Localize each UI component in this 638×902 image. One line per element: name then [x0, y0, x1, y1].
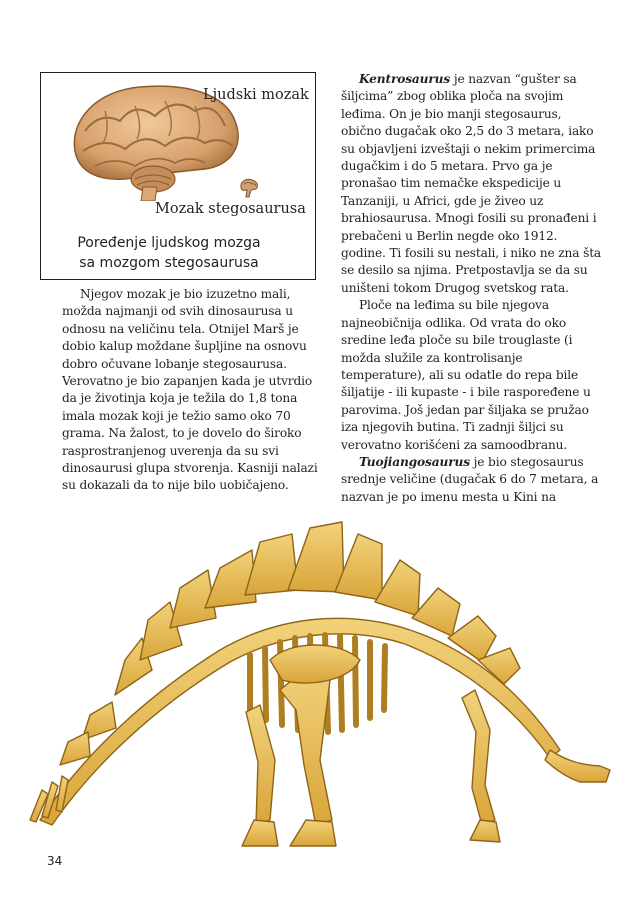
left-text-column	[62, 286, 322, 495]
paragraph-tuojiangosaurus	[341, 454, 603, 506]
caption-line-1: Poređenje ljudskog mozga	[77, 235, 261, 251]
term-kentrosaurus: Kentrosaurus	[359, 72, 451, 86]
stegosaurus-brain-illustration	[237, 177, 261, 199]
kentrosaurus-text: je nazvan “gušter sa šiljcima” zbog oblika ploča na svojim leđima. On je bio manji stegosaurus, obično dugačak oko 2,5 do 3 metara, iako su objavljeni izveštaji o nekim primercima dugačkim i do 5 metara. Prvo ga je pronašao tim nemačke ekspedicije u Tanzaniji, u Africi, gde je živeo uz brahiosaurusa. Mnogi fosili su pronađeni i prebačeni u Berlin negde oko 1912. godine. Ti fosili su nestali, i niko ne zna šta se desilo sa njima. Pretpostavlja se da su uništeni tokom Drugog svetskog rata.	[341, 72, 602, 295]
page-number: 34	[47, 854, 63, 868]
human-brain-label: Ljudski mozak	[203, 87, 309, 103]
caption-line-2: sa mozgom stegosaurusa	[79, 255, 259, 271]
stegosaurus-skeleton-illustration	[20, 520, 620, 860]
right-text-column	[341, 71, 603, 506]
tuojiangosaurus-text: je bio stegosaurus srednje veličine (dugačak 6 do 7 metara, a nazvan je po imenu mesta u Kini na	[341, 454, 599, 504]
paragraph-back-plates: Ploče na leđima su bile njegova najneobičnija odlika. Od vrata do oko sredine leđa ploče su bile trouglaste (i možda služile za kontrolisanje temperature), ali su odatle do repa bile šiljatije - ili kupaste - i bile raspoređene u parovima. Još jedan par šiljaka se pružao iza njegovih butina. Ti zadnji šiljci su verovatno korišćeni za samoodbranu.	[341, 298, 591, 452]
brain-comparison-figure	[40, 72, 316, 280]
term-tuojiangosaurus: Tuojiangosaurus	[359, 454, 470, 469]
paragraph-kentrosaurus	[341, 71, 603, 297]
stegosaurus-brain-label: Mozak stegosaurusa	[155, 201, 306, 217]
paragraph-brain-size: Njegov mozak je bio izuzetno mali, možda najmanji od svih dinosaurusa u odnosu na veličinu tela. Otnijel Marš je dobio kalup moždane šupljine na osnovu dobro očuvane lobanje stegosaurusa. Verovatno je bio zapanjen kada je utvrdio da je životinja koja je težila do 1,8 tona imala mozak koji je težio samo oko 70 grama. Na žalost, to je dovelo do široko rasprostranjenog uverenja da su svi dinosaurusi glupa stvorenja. Kasniji nalazi su dokazali da to nije bilo uobičajeno.	[62, 287, 318, 493]
figure-caption	[49, 233, 289, 273]
